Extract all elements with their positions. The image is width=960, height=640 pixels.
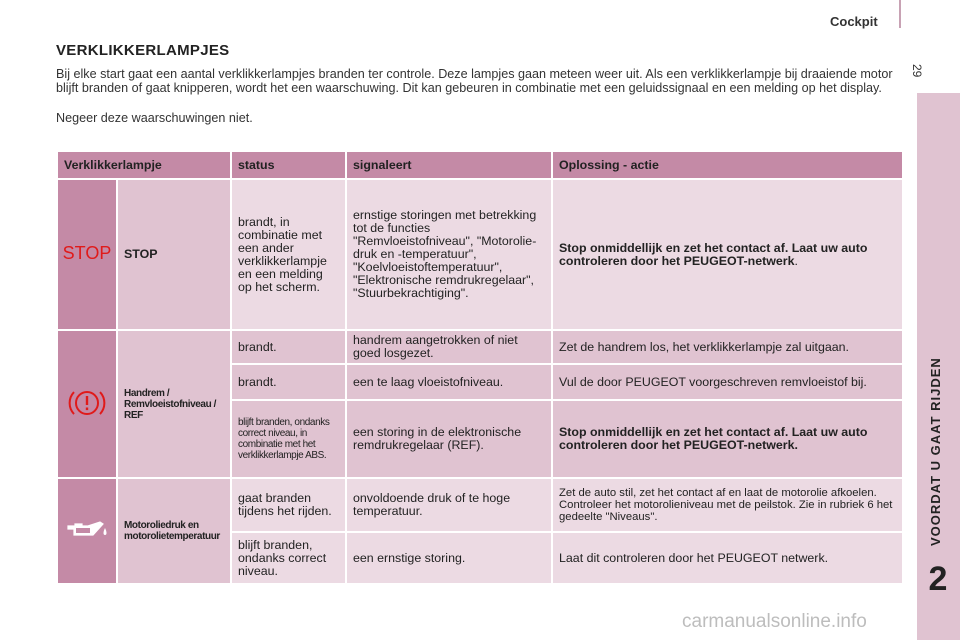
header-signal: signaleert bbox=[346, 151, 552, 179]
header-lamp: Verklikkerlampje bbox=[57, 151, 231, 179]
intro-paragraph: Bij elke start gaat een aantal verklikkerlampjes branden ter controle. Deze lampjes gaan meteen weer uit. Als een verklikkerlampje bij draaiende motor blijft branden of gaat knipperen, wordt het een waarschuwing. Dit kan gebeuren in combinatie met een geluidssignaal en een melding op het display. bbox=[56, 67, 893, 95]
table-row bbox=[57, 330, 903, 364]
signal-cell: handrem aangetrokken of niet goed losgezet. bbox=[346, 330, 552, 364]
action-cell: Vul de door PEUGEOT voorgeschreven remvloeistof bij. bbox=[552, 364, 903, 400]
warning-note: Negeer deze waarschuwingen niet. bbox=[56, 111, 253, 125]
signal-cell: onvoldoende druk of te hoge temperatuur. bbox=[346, 478, 552, 532]
status-cell: brandt. bbox=[231, 364, 346, 400]
section-label: Cockpit bbox=[830, 14, 878, 29]
signal-cell: een storing in de elektronische remdrukregelaar (REF). bbox=[346, 400, 552, 478]
lamp-name: Handrem / Remvloeistofniveau / REF bbox=[117, 330, 231, 478]
action-cell: Laat dit controleren door het PEUGEOT netwerk. bbox=[552, 532, 903, 584]
oil-can-icon bbox=[65, 517, 109, 543]
action-tail: . bbox=[794, 253, 798, 268]
brake-icon-cell bbox=[57, 330, 117, 478]
lamp-name: STOP bbox=[117, 179, 231, 330]
table-row bbox=[57, 179, 903, 330]
action-bold-text: Stop onmiddellijk en zet het contact af. Laat uw auto controleren door het PEUGEOT-netwerk bbox=[559, 240, 868, 268]
action-cell: Zet de auto stil, zet het contact af en laat de motorolie afkoelen. Controleer het motorolieniveau met de peilstok. Zie in rubriek 6 het gedeelte "Niveaus". bbox=[552, 478, 903, 532]
page-title: VERKLIKKERLAMPJES bbox=[56, 42, 230, 59]
header-action: Oplossing - actie bbox=[552, 151, 903, 179]
oil-icon-cell bbox=[57, 478, 117, 584]
brake-warning-icon bbox=[67, 385, 107, 421]
status-cell: blijft branden, ondanks correct niveau. bbox=[231, 532, 346, 584]
stop-icon: STOP bbox=[62, 243, 112, 263]
chapter-number: 2 bbox=[928, 560, 948, 598]
page-number: 29 bbox=[910, 64, 924, 78]
chapter-title: VOORDAT U GAAT RIJDEN bbox=[928, 357, 943, 546]
status-cell: brandt. bbox=[231, 330, 346, 364]
signal-cell: een te laag vloeistofniveau. bbox=[346, 364, 552, 400]
action-cell: Zet de handrem los, het verklikkerlampje zal uitgaan. bbox=[552, 330, 903, 364]
warning-lights-table bbox=[56, 150, 904, 585]
action-cell: Stop onmiddellijk en zet het contact af. Laat uw auto controleren door het PEUGEOT-netwerk. bbox=[552, 400, 903, 478]
status-cell: gaat branden tijdens het rijden. bbox=[231, 478, 346, 532]
header-status: status bbox=[231, 151, 346, 179]
signal-cell: ernstige storingen met betrekking tot de functies "Remvloeistofniveau", "Motoroliedruk en -temperatuur", "Koelvloeistoftemperatuur", "Elektronische remdrukregelaar", "Stuurbekrachtiging". bbox=[346, 179, 552, 330]
stop-icon-cell bbox=[57, 179, 117, 330]
watermark: carmanualsonline.info bbox=[682, 611, 867, 632]
status-cell: brandt, in combinatie met een ander verklikkerlampje en een melding op het scherm. bbox=[231, 179, 346, 330]
header-divider bbox=[899, 0, 901, 28]
lamp-name: Motoroliedruk en motorolietemperatuur bbox=[117, 478, 231, 584]
action-cell bbox=[552, 179, 903, 330]
table-row bbox=[57, 478, 903, 532]
signal-cell: een ernstige storing. bbox=[346, 532, 552, 584]
table-header-row bbox=[57, 151, 903, 179]
status-cell: blijft branden, ondanks correct niveau, in combinatie met het verklikkerlampje ABS. bbox=[231, 400, 346, 478]
